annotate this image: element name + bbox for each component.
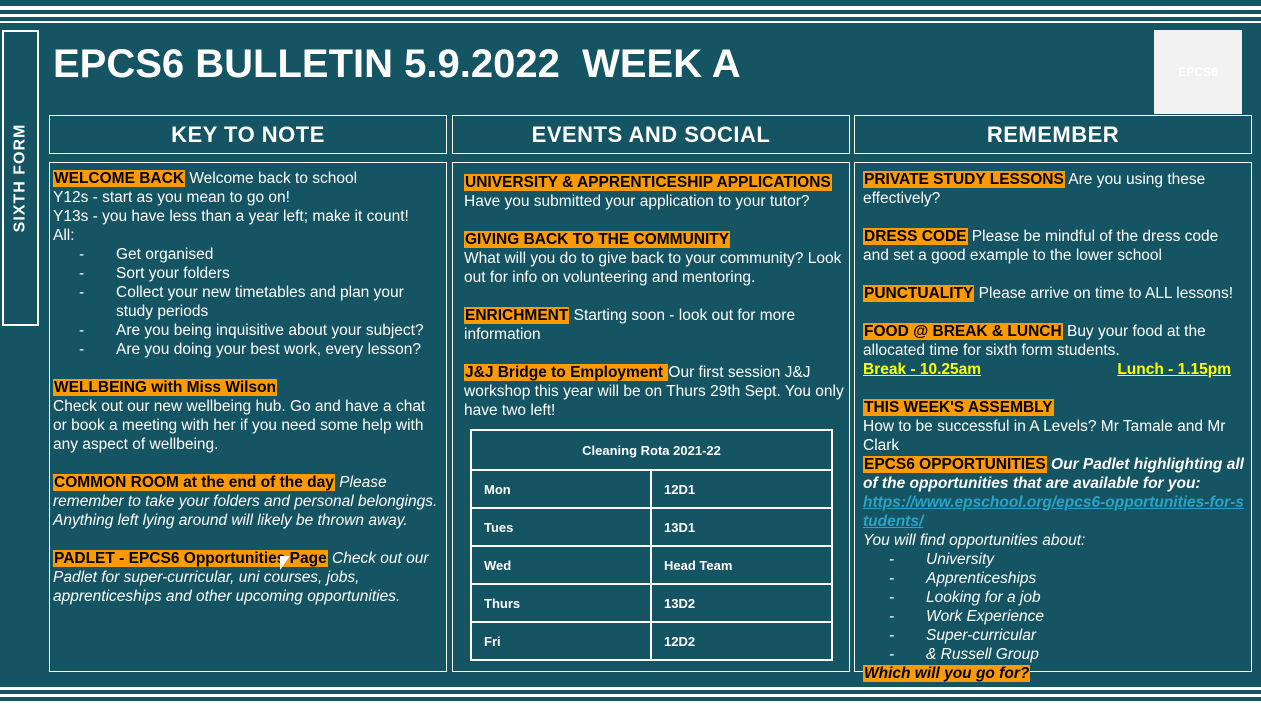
padlet-link[interactable]: https://www.epschool.org/epcs6-opportunities-for-students/ [863, 494, 1244, 530]
rota-day: Mon [471, 470, 651, 508]
jj-label: J&J Bridge to Employment [465, 364, 668, 381]
common-room-label: COMMON ROOM at the end of the day [54, 474, 334, 491]
find-text: You will find opportunities about: [863, 532, 1086, 549]
list-item: - Work Experience [863, 607, 1247, 626]
list-item: - Apprenticeships [863, 569, 1247, 588]
bottom-stripe-3 [0, 701, 1261, 705]
private-study-item [863, 170, 1247, 208]
events-panel [452, 162, 850, 672]
list-item: - Get organised [53, 245, 442, 264]
punctuality-text: Please arrive on time to ALL lessons! [974, 285, 1234, 302]
giving-label: GIVING BACK TO THE COMMUNITY [465, 231, 730, 248]
uni-label: UNIVERSITY & APPRENTICESHIP APPLICATIONS [465, 174, 831, 191]
opportunities-item [863, 455, 1247, 493]
private-study-label: PRIVATE STUDY LESSONS [864, 171, 1064, 188]
logo-text: EPCS6 [1178, 65, 1218, 79]
rota-group: 12D2 [651, 622, 832, 660]
enrichment-label: ENRICHMENT [465, 307, 569, 324]
table-header-row [471, 430, 832, 470]
list-item: - & Russell Group [863, 645, 1247, 664]
dress-code-label: DRESS CODE [864, 228, 967, 245]
rota-day: Wed [471, 546, 651, 584]
jj-item [464, 363, 845, 420]
common-room-text: Please remember to take your folders and personal belongings. Anything left lying around will likely be thrown away. [53, 474, 438, 529]
table-row [471, 470, 832, 508]
rota-group: 13D1 [651, 508, 832, 546]
food-text: Buy your food at the allocated time for sixth form students. [863, 323, 1206, 359]
rota-day: Tues [471, 508, 651, 546]
rota-group: 12D1 [651, 470, 832, 508]
all-line: All: [53, 227, 75, 244]
opportunities-list [863, 550, 1247, 664]
giving-text: What will you do to give back to your community? Look out for info on volunteering and mentoring. [464, 250, 842, 286]
padlet-label: PADLET - EPCS6 Opportunities Page [54, 550, 327, 567]
top-stripe-2 [0, 14, 1261, 17]
food-label: FOOD @ BREAK & LUNCH [864, 323, 1062, 340]
y13-line: Y13s - you have less than a year left; make it count! [53, 208, 409, 225]
epcs6-logo [1154, 30, 1242, 114]
y12-line: Y12s - start as you mean to go on! [53, 189, 290, 206]
welcome-item [53, 169, 442, 188]
bottom-stripe-1 [0, 687, 1261, 690]
events-heading-text: EVENTS AND SOCIAL [531, 121, 771, 147]
assembly-text: How to be successful in A Levels? Mr Tamale and Mr Clark [863, 418, 1226, 454]
side-tab-label: SIXTH FORM [11, 123, 29, 233]
uni-text: Have you submitted your application to your tutor? [464, 193, 810, 210]
events-heading [452, 115, 850, 154]
rota-day: Fri [471, 622, 651, 660]
table-row [471, 584, 832, 622]
common-room-item [53, 473, 442, 530]
rota-title: Cleaning Rota 2021-22 [471, 430, 832, 470]
rota-day: Thurs [471, 584, 651, 622]
opportunities-text: Our Padlet highlighting all of the opportunities that are available for you: [863, 456, 1244, 492]
bulletin-title: EPCS6 BULLETIN 5.9.2022 WEEK A [53, 42, 741, 86]
punctuality-item [863, 284, 1247, 303]
enrichment-text: Starting soon - look out for more information [464, 307, 796, 343]
punctuality-label: PUNCTUALITY [864, 285, 974, 302]
padlet-text: Check out our Padlet for super-curricular, uni courses, jobs, apprenticeships and other upcoming opportunities. [53, 550, 429, 605]
key-to-note-panel [49, 162, 447, 672]
dress-code-item [863, 227, 1247, 265]
list-item: - Collect your new timetables and plan your study periods [53, 283, 442, 321]
rota-group: 13D2 [651, 584, 832, 622]
remember-heading [854, 115, 1252, 154]
food-item [863, 322, 1247, 360]
padlet-item [53, 549, 442, 606]
private-study-text: Are you using these effectively? [863, 171, 1206, 207]
enrichment-item [464, 306, 845, 344]
top-stripe-1 [0, 6, 1261, 10]
key-to-note-heading [49, 115, 447, 154]
dress-code-text: Please be mindful of the dress code and set a good example to the lower school [863, 228, 1219, 264]
key-bullet-list [53, 245, 442, 359]
wellbeing-label: WELLBEING with Miss Wilson [54, 379, 277, 396]
opportunities-label: EPCS6 OPPORTUNITIES [864, 456, 1046, 473]
jj-text: Our first session J&J workshop this year will be on Thurs 29th Sept. You only have two left! [464, 364, 844, 419]
remember-heading-text: REMEMBER [986, 121, 1120, 147]
rota-group: Head Team [651, 546, 832, 584]
key-heading-text: KEY TO NOTE [171, 121, 325, 147]
bottom-stripe-2 [0, 694, 1261, 697]
list-item: - Sort your folders [53, 264, 442, 283]
meal-times [863, 360, 1231, 379]
list-item: - Are you being inquisitive about your subject? [53, 321, 442, 340]
list-item: - University [863, 550, 1247, 569]
list-item: - Looking for a job [863, 588, 1247, 607]
list-item: - Super-curricular [863, 626, 1247, 645]
break-time: Break - 10.25am [863, 361, 982, 378]
list-item: - Are you doing your best work, every lesson? [53, 340, 442, 359]
mouse-cursor-icon [280, 556, 290, 570]
lunch-time: Lunch - 1.15pm [1117, 361, 1231, 378]
closing-question: Which will you go for? [864, 665, 1030, 682]
sixth-form-side-tab [2, 30, 39, 326]
table-row [471, 546, 832, 584]
welcome-text: Welcome back to school [185, 170, 358, 187]
assembly-label: THIS WEEK'S ASSEMBLY [864, 399, 1053, 416]
welcome-label: WELCOME BACK [54, 170, 185, 187]
wellbeing-text: Check out our new wellbeing hub. Go and have a chat or book a meeting with her if you need some help with any aspect of wellbeing. [53, 398, 426, 453]
cleaning-rota-table [470, 429, 833, 661]
table-row [471, 622, 832, 660]
table-row [471, 508, 832, 546]
remember-panel [854, 162, 1252, 682]
top-stripe-3 [0, 21, 1261, 23]
